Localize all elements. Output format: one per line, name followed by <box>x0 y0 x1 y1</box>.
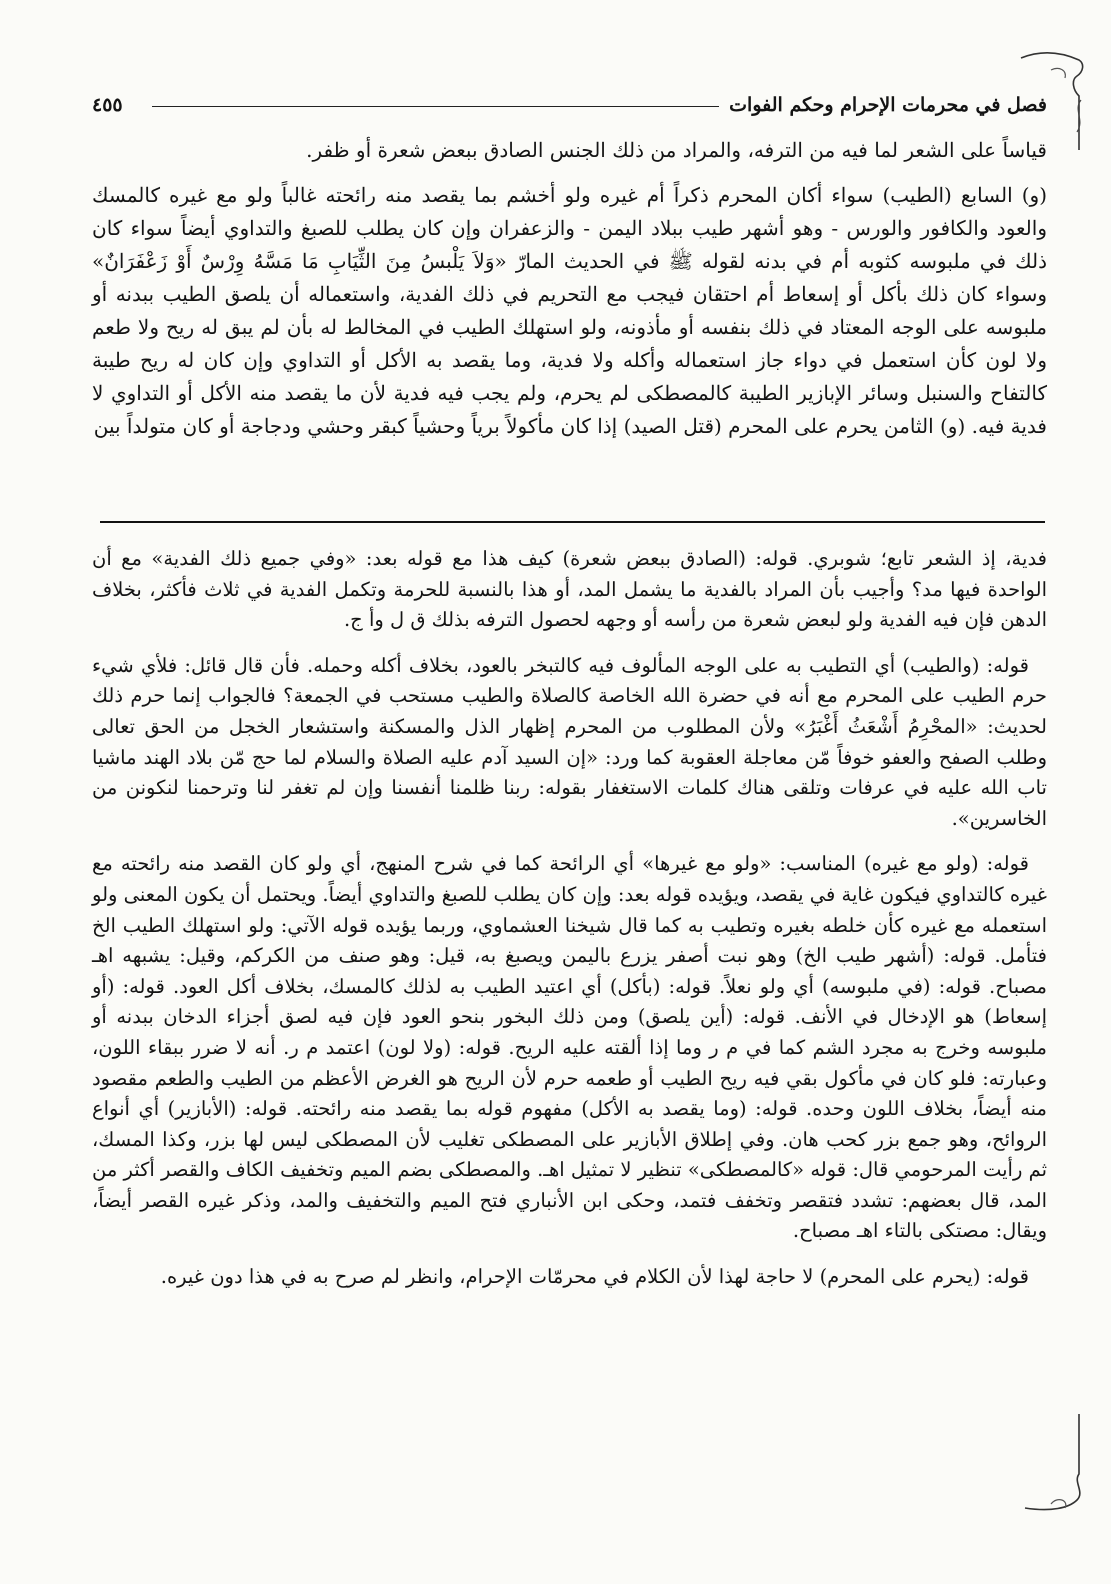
footnote-3: قوله: (ولو مع غيره) المناسب: «ولو مع غيرها» أي الرائحة كما في شرح المنهج، أي ولو كان القصد منه رائحته مع غيره كالتداوي فيكون غاية في يقصد، ويؤيده قوله بعد: وإن كان يطلب للصبغ والتداوي أيضاً. ويحتمل أن يكون المعنى ولو استعمله مع غيره كأن خلطه بغيره وتطيب به كما قال شيخنا العشماوي، وربما يؤيده قوله الآتي: ولو استهلك الطيب الخ فتأمل. قوله: (أشهر طيب الخ) وهو نبت أصفر يزرع باليمن ويصبغ به، قيل: وهو صنف من الكركم، وقيل: يشبهه اهـ مصباح. قوله: (في ملبوسه) أي ولو نعلاً. قوله: (بأكل) أي اعتيد الطيب به لذلك كالمسك، بخلاف أكل العود. قوله: (أو إسعاط) هو الإدخال في الأنف. قوله: (أين يلصق) ومن ذلك البخور بنحو العود فإن فيه لصق أجزاء الدخان ببدنه أو ملبوسه وخرج به مجرد الشم كما في م ر وما إذا ألقته عليه الريح. قوله: (ولا لون) اعتمد م ر. أنه لا ضرر ببقاء اللون، وعبارته: فلو كان في مأكول بقي فيه ريح الطيب أو طعمه حرم لأن الريح هو الغرض الأعظم من الطيب والطعم مقصود منه أيضاً، بخلاف اللون وحده. قوله: (وما يقصد به الأكل) مفهوم قوله بما يقصد منه رائحته. قوله: (الأبازير) أي أنواع الروائح، وهو جمع بزر كحب هان. وفي إطلاق الأبازير على المصطكى تغليب لأن المصطكى ليس لها بزر، وكذا المسك، ثم رأيت المرحومي قال: قوله «كالمصطكى» تنظير لا تمثيل اهـ. والمصطكى بضم الميم وتخفيف الكاف والقصر أكثر من المد، قال بعضهم: تشدد فتقصر وتخفف فتمد، وحكى ابن الأنباري فتح الميم والتخفيف والمد، وذكر غيره القصر أيضاً، ويقال: مصتكى بالتاء اهـ مصباح. <box>92 852 1047 1243</box>
running-header <box>92 92 1047 122</box>
footnote-4: قوله: (يحرم على المحرم) لا حاجة لهذا لأن الكلام في محرمّات الإحرام، وانظر لم صرح به في هذا دون غيره. <box>160 1265 1029 1289</box>
header-title: فصل في محرمات الإحرام وحكم الفوات <box>719 92 1047 118</box>
header-rule <box>152 106 727 107</box>
corner-ornament-bottom <box>1011 1404 1091 1524</box>
page-number: ٤٥٥ <box>92 94 123 116</box>
main-paragraph-2: (و) السابع (الطيب) سواء أكان المحرم ذكراً أم غيره ولو أخشم بما يقصد منه رائحته غالباً ولو مع غيره كالمسك والعود والكافور والورس - وهو أشهر طيب ببلاد اليمن - والزعفران وإن كان يطلب للصبغ والتداوي أيضاً سواء كان ذلك في ملبوسه كثوبه أم في بدنه لقوله ﷺ في الحديث المارّ «وَلاَ يَلْبسُ مِنَ الثِّيَابِ مَا مَسَّهُ وِرْسٌ أَوْ زَعْفَرَانٌ» وسواء كان ذلك بأكل أو إسعاط أم احتقان فيجب مع التحريم في ذلك الفدية، واستعماله أن يلصق الطيب ببدنه أو ملبوسه على الوجه المعتاد في ذلك بنفسه أو مأذونه، ولو استهلك الطيب في المخالط له بأن لم يبق له ريح ولا طعم ولا لون كأن استعمل في دواء جاز استعماله وأكله ولا فدية، وما يقصد به الأكل أو التداوي وإن كان له ريح طيبة كالتفاح والسنبل وسائر الإبازير الطيبة كالمصطكى لم يحرم، ولم يجب فيه فدية لأن ما يقصد منه الأكل أو التداوي لا فدية فيه. (و) الثامن يحرم على المحرم (قتل الصيد) إذا كان مأكولاً برياً وحشياً كبقر وحشي ودجاجة أو كان متولداً بين <box>92 183 1047 438</box>
footnote-divider <box>100 521 1045 523</box>
footnote-2: قوله: (والطيب) أي التطيب به على الوجه المألوف فيه كالتبخر بالعود، بخلاف أكله وحمله. فأن قال قائل: فلأي شيء حرم الطيب على المحرم مع أنه في حضرة الله الخاصة كالصلاة والطيب مستحب في الجمعة؟ فالجواب إنما حرم ذلك لحديث: «المحْرِمُ أَشْعَثُ أَغْبَرُ» ولأن المطلوب من المحرم إظهار الذل والمسكنة واستشعار الخجل من الحق تعالى وطلب الصفح والعفو خوفاً مّن معاجلة العقوبة كما ورد: «إن السيد آدم عليه الصلاة والسلام لما حج مّن بلاد الهند ماشيا تاب الله عليه في عرفات وتلقى هناك كلمات الاستغفار بقوله: ربنا ظلمنا أنفسنا وإن لم تغفر لنا وترحمنا لنكونن من الخاسرين». <box>92 653 1047 830</box>
main-text <box>92 134 1047 449</box>
footnotes-section <box>92 544 1047 1308</box>
main-paragraph-1: قياساً على الشعر لما فيه من الترفه، والمراد من ذلك الجنس الصادق ببعض شعرة أو ظفر. <box>306 138 1047 162</box>
footnote-1: فدية، إذ الشعر تابع؛ شوبري. قوله: (الصادق ببعض شعرة) كيف هذا مع قوله بعد: «وفي جميع ذلك الفدية» مع أن الواحدة فيها مد؟ وأجيب بأن المراد بالفدية ما يشمل المد، أو هذا بالنسبة للحرمة وتكمل الفدية في ثلاث فأكثر، بخلاف الدهن فإن فيه الفدية ولو لبعض شعرة من رأسه أو وجهه لحصول الترفه بذلك ق ل وأ ج. <box>92 547 1047 632</box>
